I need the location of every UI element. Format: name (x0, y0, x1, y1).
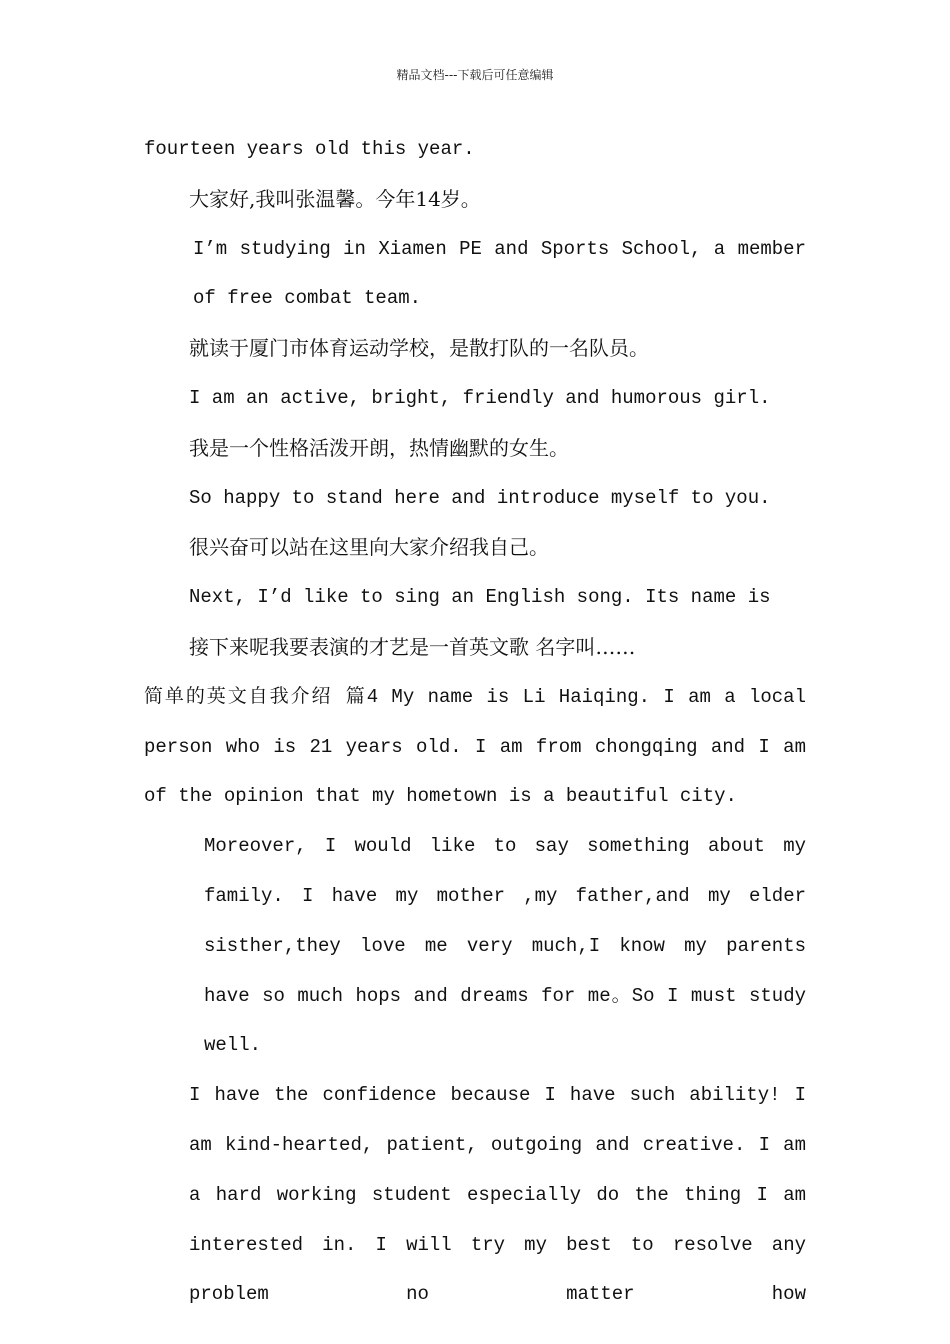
paragraph-happy: So happy to stand here and introduce myself to you. (189, 486, 771, 509)
document-body (144, 125, 806, 1320)
page-header: 精品文档---下载后可任意编辑 (396, 68, 554, 82)
paragraph-chinese-school: 就读于厦门市体育运动学校，是散打队的一名队员。 (189, 336, 649, 361)
paragraph-chinese-happy: 很兴奋可以站在这里向大家介绍我自己。 (189, 535, 549, 560)
paragraph-chinese-personality: 我是一个性格活泼开朗，热情幽默的女生。 (189, 435, 569, 460)
paragraph-personality: I am an active, bright, friendly and humorous girl. (189, 386, 771, 409)
paragraph-family: Moreover, I would like to say something about my family. I have my mother ,my father,and my elder sisther,they love me very much,I know my parents have so much hops and dreams for me。So I must study well. (204, 835, 806, 1057)
paragraph-song: Next, I’d like to sing an English song. Its name is (189, 586, 771, 609)
paragraph-continuation: fourteen years old this year. (144, 138, 475, 160)
paragraph-school: I’m studying in Xiamen PE and Sports School, a member of free combat team. (193, 237, 806, 310)
paragraph-chinese-greeting: 大家好,我叫张温馨。今年14岁。 (189, 186, 481, 211)
paragraph-chinese-song: 接下来呢我要表演的才艺是一首英文歌 名字叫…… (189, 634, 636, 659)
paragraph-section-4: 简单的英文自我介绍 篇4 My name is Li Haiqing. I am a local person who is 21 years old. I am from chongqing and I am of the opinion that my hometown is a beautiful city. (144, 685, 806, 808)
paragraph-confidence: I have the confidence because I have such ability! I am kind-hearted, patient, outgoing and creative. I am a hard working student especially do the thing I am interested in. I will try my best to resolve any problem no matter how (189, 1084, 806, 1306)
